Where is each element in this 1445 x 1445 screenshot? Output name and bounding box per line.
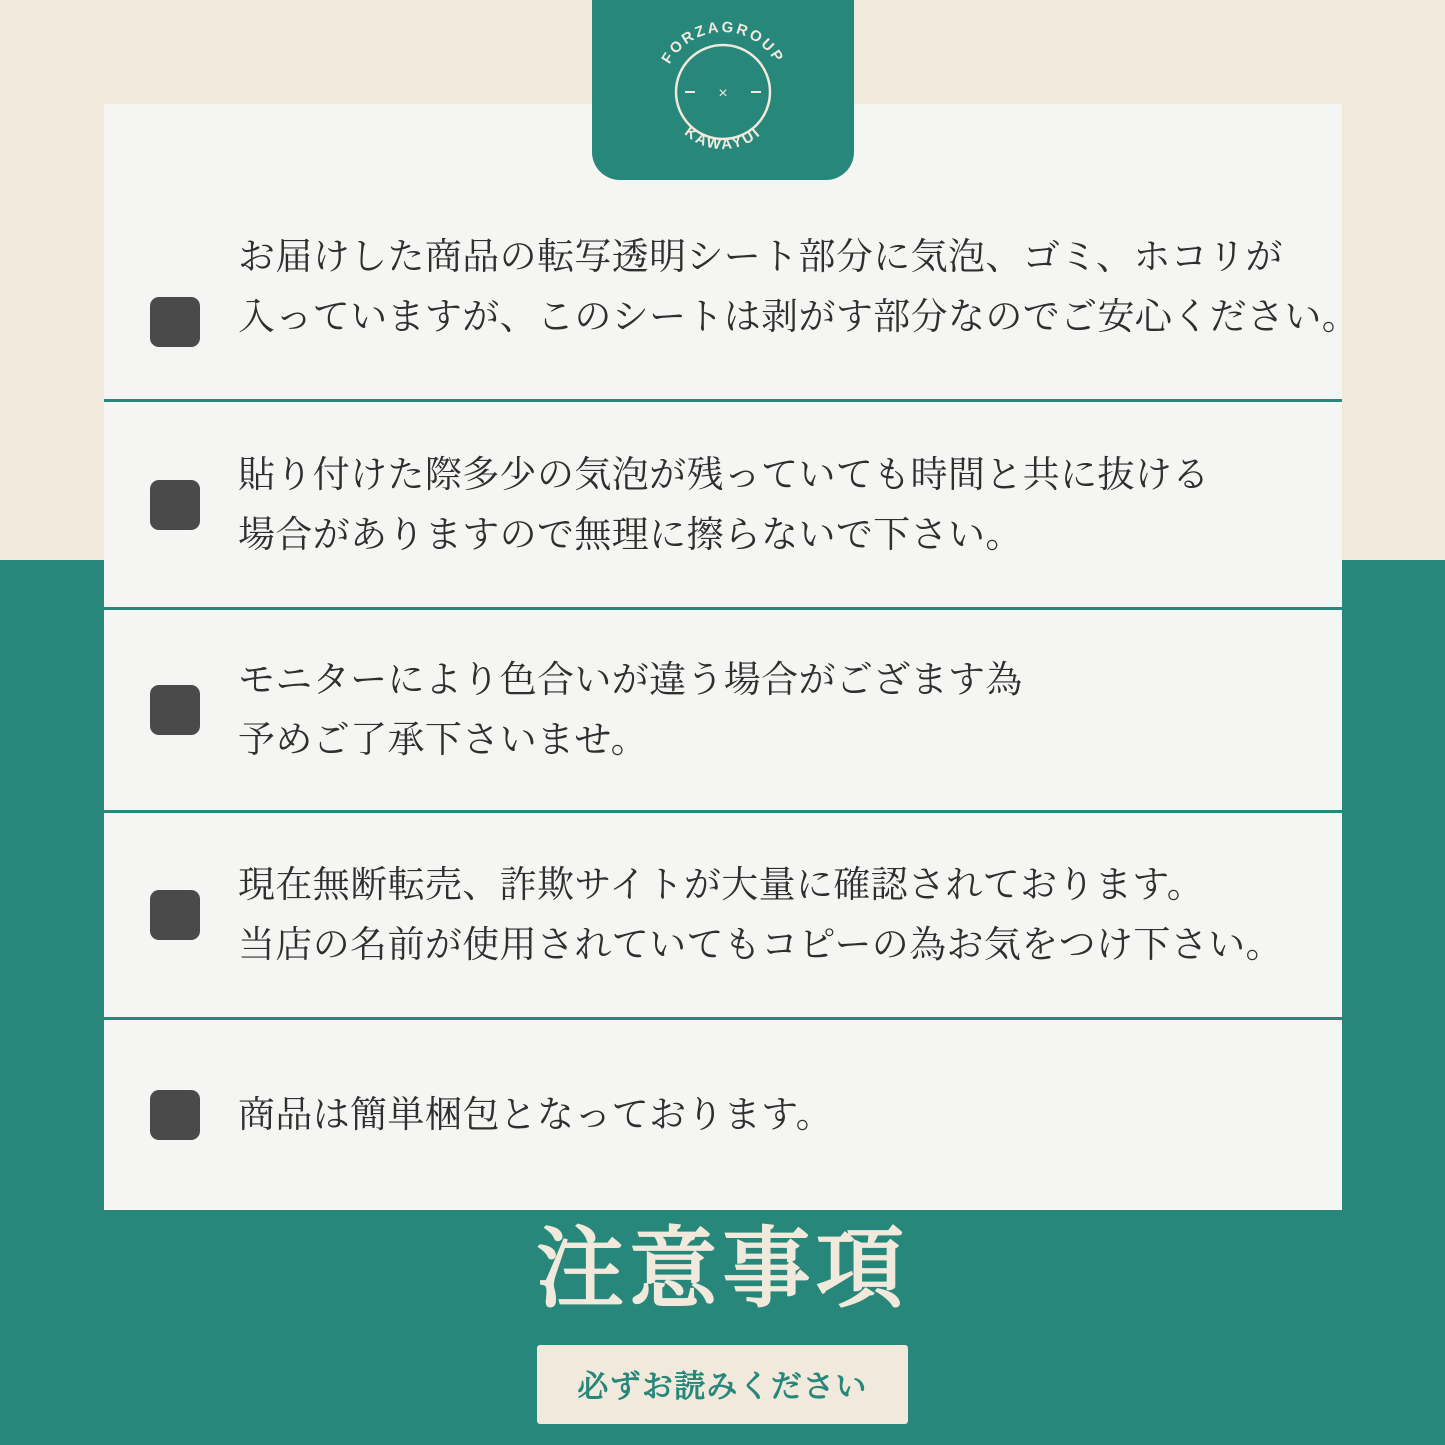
square-bullet-icon <box>150 890 200 940</box>
square-bullet-icon <box>150 297 200 347</box>
list-item <box>104 813 1342 1020</box>
note-line: 現在無断転売、詐欺サイトが大量に確認されております。 <box>238 864 1205 906</box>
svg-text:×: × <box>718 85 728 102</box>
note-line: 入っていますが、このシートは剥がす部分なのでご安心ください。 <box>238 296 1360 338</box>
list-item <box>104 1020 1342 1210</box>
square-bullet-icon <box>150 685 200 735</box>
footer-subtitle-badge: 必ずお読みください <box>537 1345 907 1424</box>
note-line: 当店の名前が使用されていてもコピーの為お気をつけ下さい。 <box>238 924 1283 965</box>
note-line: 場合がありますので無理に擦らないで下さい。 <box>238 513 1023 555</box>
notice-card <box>104 104 1360 1210</box>
note-line: お届けした商品の転写透明シート部分に気泡、ゴミ、ホコリが <box>238 236 1283 278</box>
note-line: 商品は簡単梱包となっております。 <box>238 1094 833 1136</box>
footer-section <box>0 1195 1445 1445</box>
svg-text:KAWAYUI: KAWAYUI <box>681 123 765 154</box>
note-text <box>238 650 1023 770</box>
svg-text:FORZAGROUP: FORZAGROUP <box>658 18 788 67</box>
brand-logo-badge <box>592 0 854 180</box>
list-item <box>104 610 1342 813</box>
note-line: 貼り付けた際多少の気泡が残っていても時間と共に抜ける <box>238 453 1210 495</box>
square-bullet-icon <box>150 480 200 530</box>
page-title: 注意事項 <box>535 1219 910 1318</box>
note-line: モニターにより色合いが違う場合がござます為 <box>238 659 1023 701</box>
note-text <box>238 445 1210 565</box>
note-line: 予めご了承下さいませ。 <box>238 719 648 760</box>
list-item <box>104 402 1342 610</box>
note-text <box>238 227 1359 347</box>
circular-logo-icon <box>633 14 813 164</box>
square-bullet-icon <box>150 1090 200 1140</box>
note-text <box>238 1085 833 1145</box>
note-text <box>238 855 1283 975</box>
